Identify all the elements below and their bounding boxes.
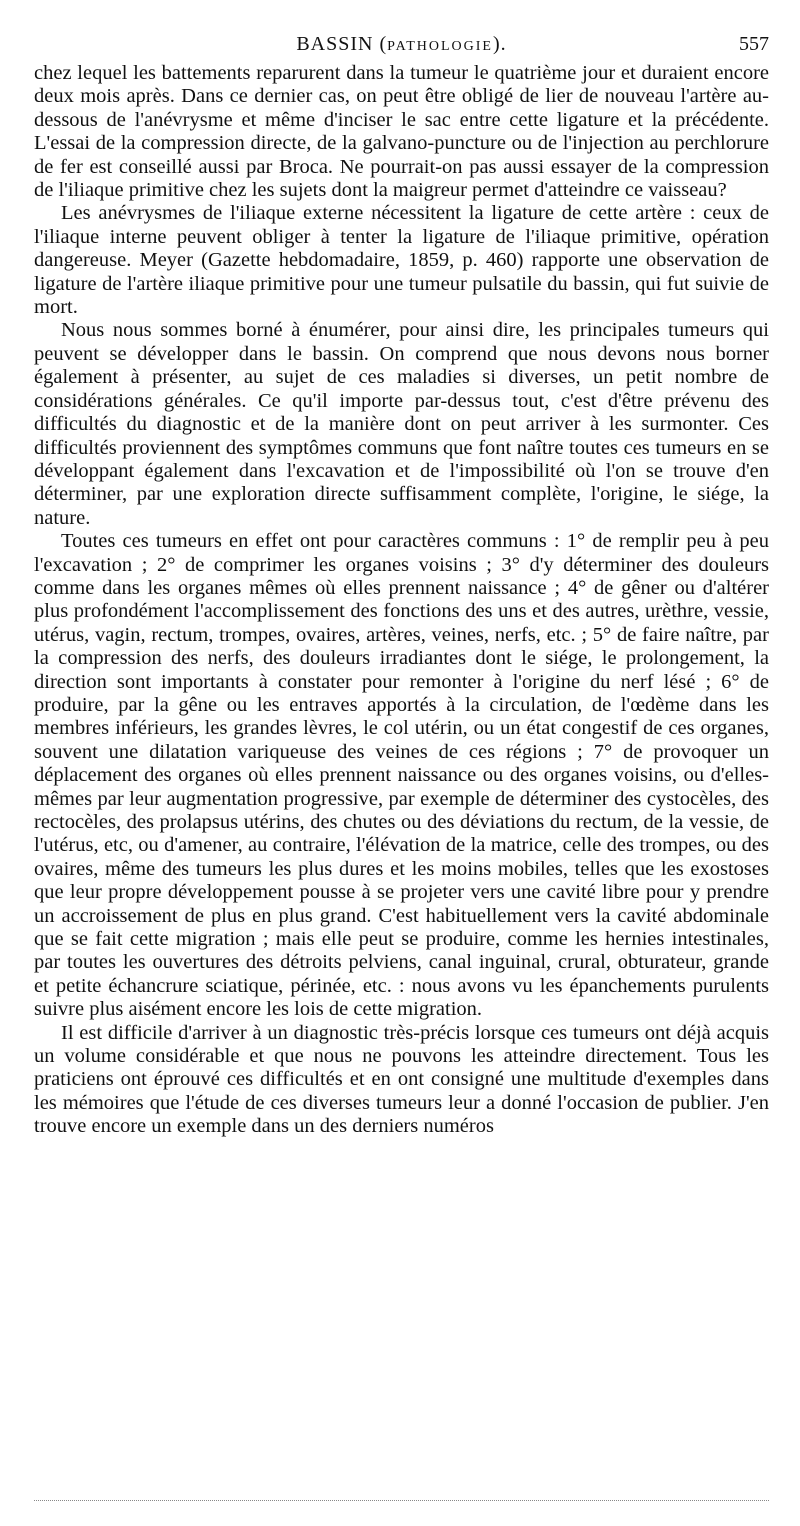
paragraph: Toutes ces tumeurs en effet ont pour caractères communs : 1° de remplir peu à peu l'excavation ; 2° de comprimer les organes voisins ; 3° d'y déterminer des douleurs comme dans les organes mêmes où elles prennent naissance ; 4° de gêner ou d'altérer plus profondément l'accomplissement des fonctions des uns et des autres, urèthre, vessie, utérus, vagin, rectum, trompes, ovaires, artères, veines, nerfs, etc. ; 5° de faire naître, par la compression des nerfs, des douleurs irradiantes dont le siége, le prolongement, la direction sont importants à constater pour remonter à l'origine du nerf lésé ; 6° de produire, par la gêne ou les entraves apportés à la circulation, de l'œdème dans les membres inférieurs, les grandes lèvres, le col utérin, ou un état congestif de ces organes, souvent une dilatation variqueuse des veines de ces régions ; 7° de provoquer un déplacement des organes où elles prennent naissance ou des organes voisins, ou d'elles-mêmes par leur augmentation progressive, par exemple de déterminer des cystocèles, des rectocèles, des prolapsus utérins, des chutes ou des déviations du rectum, de la vessie, de l'utérus, etc, ou d'amener, au contraire, l'élévation de la matrice, celle des trompes, ou des ovaires, même des tumeurs les plus dures et les moins mobiles, telles que les exostoses que leur propre développement pousse à se projeter vers une cavité libre pour y prendre un accroissement de plus en plus grand. C'est habituellement vers la cavité abdominale que se fait cette migration ; mais elle peut se produire, comme les hernies intestinales, par toutes les ouvertures des détroits pelviens, canal inguinal, crural, obturateur, grande et petite échancrure sciatique, périnée, etc. : nous avons vu les épanchements purulents suivre plus aisément encore les lois de cette migration.: [34, 530, 769, 1021]
running-title-main: BASSIN (: [296, 33, 388, 55]
paragraph: Nous nous sommes borné à énumérer, pour ainsi dire, les principales tumeurs qui peuvent se développer dans le bassin. On comprend que nous devons nous borner également à présenter, au sujet de ces maladies si diverses, un petit nombre de considérations générales. Ce qu'il importe par-dessus tout, c'est d'être prévenu des difficultés du diagnostic et de la manière dont on peut arriver à les surmonter. Ces difficultés proviennent des symptômes communs que font naître toutes ces tumeurs en se développant également dans l'excavation et de l'impossibilité où l'on se trouve d'en déterminer, par une exploration directe suffisamment complète, l'origine, le siége, la nature.: [34, 319, 769, 529]
running-title-end: ).: [492, 33, 507, 55]
page-number: 557: [739, 33, 769, 55]
body-text: [34, 62, 769, 1139]
running-title-section: PATHOLOGIE: [387, 39, 493, 54]
paragraph: Les anévrysmes de l'iliaque externe nécessitent la ligature de cette artère : ceux de l'iliaque interne peuvent obliger à tenter la ligature de l'iliaque primitive, opération dangereuse. Meyer (Gazette hebdomadaire, 1859, p. 460) rapporte une observation de ligature de l'artère iliaque primitive pour une tumeur pulsatile du bassin, qui fut suivie de mort.: [34, 202, 769, 319]
running-title: [34, 32, 769, 59]
paragraph: Il est difficile d'arriver à un diagnostic très-précis lorsque ces tumeurs ont déjà acquis un volume considérable et que nous ne pouvons les atteindre directement. Tous les praticiens ont éprouvé ces difficultés et en ont consigné une multitude d'exemples dans les mémoires que l'étude de ces diverses tumeurs leur a donné l'occasion de publier. J'en trouve encore un exemple dans un des derniers numéros: [34, 1021, 769, 1138]
footer-rule: [34, 1500, 769, 1501]
running-header: [34, 32, 769, 56]
paragraph: chez lequel les battements reparurent dans la tumeur le quatrième jour et duraient encore deux mois après. Dans ce dernier cas, on peut être obligé de lier de nouveau l'artère au-dessous de l'anévrysme et même d'inciser le sac entre cette ligature et la précédente. L'essai de la compression directe, de la galvano-puncture ou de l'injection au perchlorure de fer est conseillé aussi par Broca. Ne pourrait-on pas aussi essayer de la compression de l'iliaque primitive chez les sujets dont la maigreur permet d'atteindre ce vaisseau?: [34, 62, 769, 202]
